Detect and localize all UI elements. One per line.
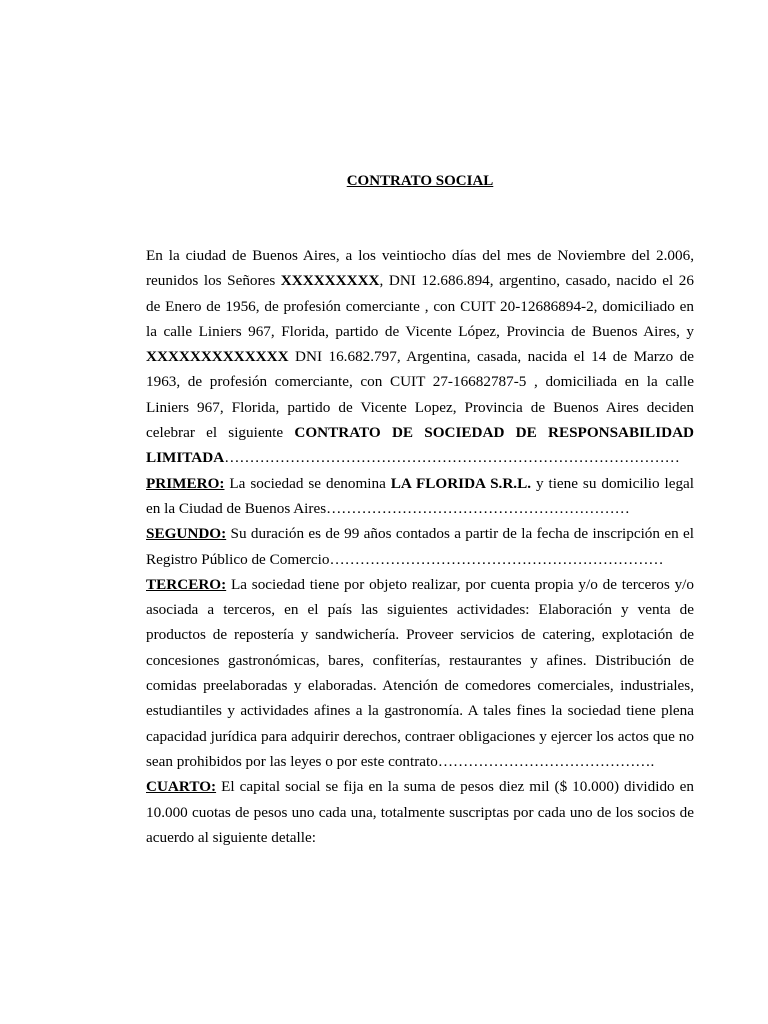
company-name: LA FLORIDA S.R.L. bbox=[390, 474, 532, 492]
clause-tercero-heading: TERCERO: bbox=[146, 575, 227, 593]
clause-primero-text-1: La sociedad se denomina bbox=[224, 474, 391, 492]
clause-cuarto bbox=[146, 774, 694, 850]
clause-segundo bbox=[146, 521, 694, 572]
contract-type: CONTRATO DE SOCIEDAD DE RESPONSABILIDAD LIMITADA bbox=[146, 424, 695, 467]
clause-primero bbox=[146, 471, 694, 522]
intro-paragraph bbox=[146, 243, 694, 471]
document-title: CONTRATO SOCIAL bbox=[346, 173, 494, 189]
intro-leader-dots: ……………………………………………………………………………… bbox=[224, 449, 680, 467]
intro-text-2: , DNI 12.686.894, argentino, casado, nacido el 26 de Enero de 1956, de profesión comerciante , con CUIT 20-12686894-2, domiciliado en la calle Liniers 967, Florida, partido de Vicente López, Provincia de Buenos Aires, y bbox=[146, 272, 694, 340]
intro-text-3: DNI 16.682.797, Argentina, casada, nacida el 14 de Marzo de 1963, de profesión comerciante, con CUIT 27-16682787-5 , domiciliada en la calle Liniers 967, Florida, partido de Vicente Lopez, Provincia de Buenos Aires deciden celebrar el siguiente bbox=[146, 348, 694, 442]
intro-text-1: En la ciudad de Buenos Aires, a los veintiocho días del mes de Noviembre del 2.006, reunidos los Señores bbox=[146, 247, 694, 290]
clause-primero-heading: PRIMERO: bbox=[146, 474, 225, 492]
document-body bbox=[146, 243, 694, 850]
partner-1-name: XXXXXXXXX bbox=[280, 272, 380, 290]
clause-segundo-text: Su duración es de 99 años contados a partir de la fecha de inscripción en el Registro Público de Comercio………………………………………………………… bbox=[146, 525, 694, 568]
partner-2-name: XXXXXXXXXXXXX bbox=[146, 348, 289, 366]
clause-cuarto-heading: CUARTO: bbox=[146, 778, 217, 796]
clause-tercero bbox=[146, 572, 694, 774]
clause-segundo-heading: SEGUNDO: bbox=[146, 525, 227, 543]
clause-primero-text-2: y tiene su domicilio legal en la Ciudad de Buenos Aires…………………………………………………… bbox=[146, 474, 695, 517]
clause-cuarto-text: El capital social se fija en la suma de pesos diez mil ($ 10.000) dividido en 10.000 cuotas de pesos uno cada una, totalmente suscriptas por cada uno de los socios de acuerdo al siguiente detalle: bbox=[146, 778, 694, 846]
clause-tercero-text: La sociedad tiene por objeto realizar, por cuenta propia y/o de terceros y/o asociada a terceros, en el país las siguientes actividades: Elaboración y venta de productos de repostería y sandwichería. Proveer servicios de catering, explotación de concesiones gastronómicas, bares, confiterías, restaurantes y afines. Distribución de comidas preelaboradas y elaboradas. Atención de comedores comerciales, industriales, estudiantiles y actividades afines a la gastronomía. A tales fines la sociedad tiene plena capacidad jurídica para adquirir derechos, contraer obligaciones y ejercer los actos que no sean prohibidos por las leyes o por este contrato……………………………………. bbox=[146, 575, 694, 770]
